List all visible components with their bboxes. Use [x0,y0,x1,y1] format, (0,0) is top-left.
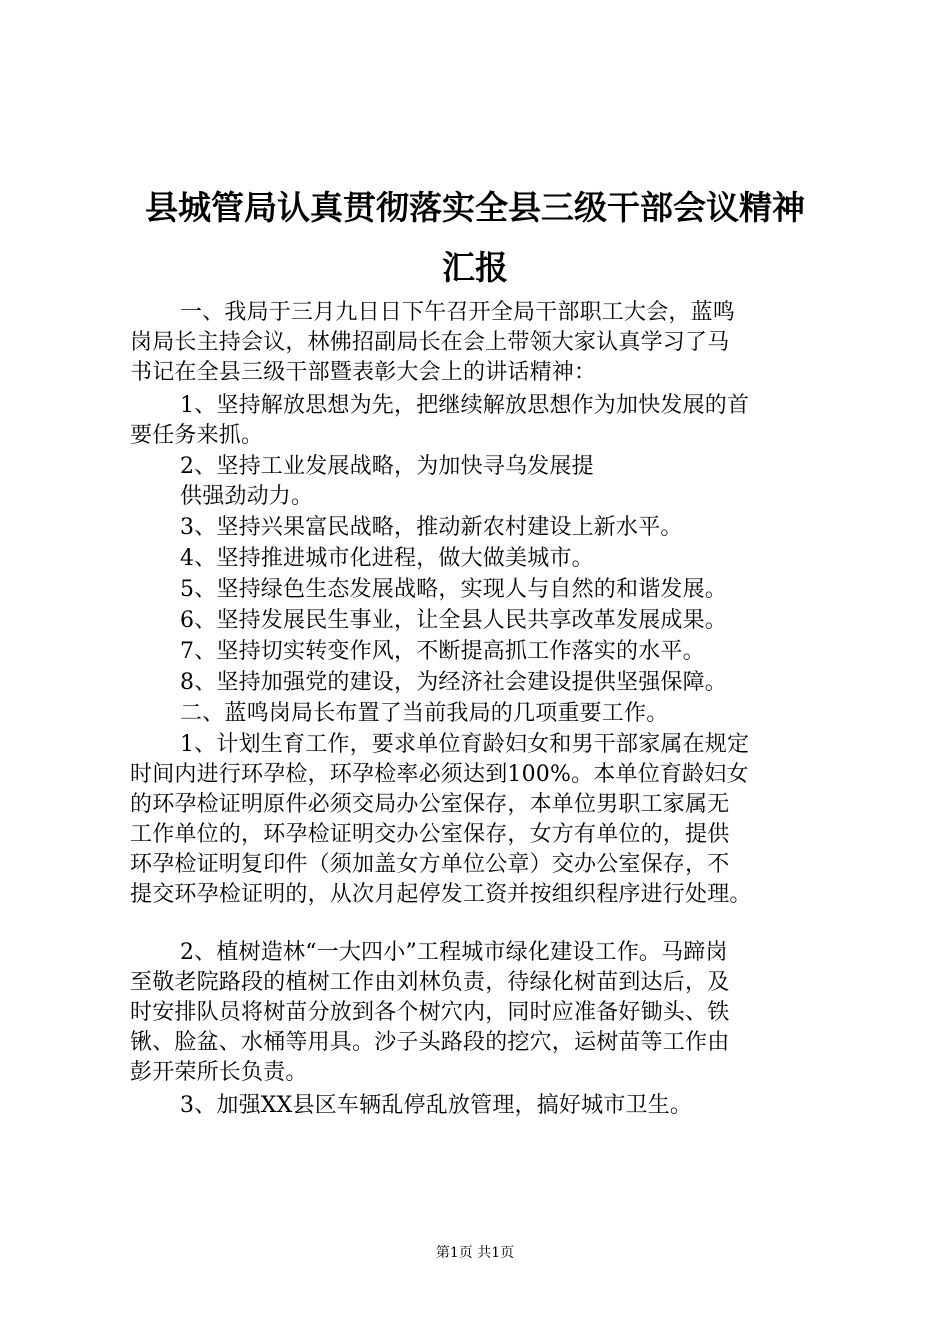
paragraph-line: 供强劲动力。 [180,484,314,509]
paragraph-line: 岗局长主持会议，林佛招副局长在会上带领大家认真学习了马 [130,330,730,355]
paragraph-line: 二、蓝鸣岗局长布置了当前我局的几项重要工作。 [180,701,669,726]
paragraph-line: 彭开荣所长负责。 [130,1060,308,1085]
page-footer: 第1页 共1页 [435,1245,515,1261]
paragraph-line: 1、坚持解放思想为先，把继续解放思想作为加快发展的首 [180,393,750,418]
paragraph-line: 一、我局于三月九日日下午召开全局干部职工大会，蓝鸣 [180,300,736,325]
paragraph-line: 锹、脸盆、水桶等用具。沙子头路段的挖穴，运树苗等工作由 [130,1030,730,1055]
paragraph-line: 环孕检证明复印件（须加盖女方单位公章）交办公室保存，不 [130,852,730,877]
paragraph-line: 提交环孕检证明的，从次月起停发工资并按组织程序进行处理。 [130,882,752,907]
document-title-line-2: 汇报 [442,248,508,287]
paragraph-line: 工作单位的，环孕检证明交办公室保存，女方有单位的，提供 [130,822,730,847]
paragraph-line: 至敬老院路段的植树工作由刘林负责，待绿化树苗到达后，及 [130,970,730,995]
paragraph-line: 2、坚持工业发展战略，为加快寻乌发展提 [180,454,594,479]
paragraph-line: 的环孕检证明原件必须交局办公室保存，本单位男职工家属无 [130,792,730,817]
paragraph-line: 要任务来抓。 [130,423,264,448]
paragraph-line: 7、坚持切实转变作风，不断提高抓工作落实的水平。 [180,639,705,664]
paragraph-line: 时安排队员将树苗分放到各个树穴内，同时应准备好锄头、铁 [130,1000,730,1025]
paragraph-line: 1、计划生育工作，要求单位育龄妇女和男干部家属在规定 [180,732,750,757]
paragraph-line: 书记在全县三级干部暨表彰大会上的讲话精神： [130,360,597,385]
document-title-line-1: 县城管局认真贯彻落实全县三级干部会议精神 [145,188,805,227]
paragraph-line: 8、坚持加强党的建设，为经济社会建设提供坚强保障。 [180,670,727,695]
paragraph-line: 6、坚持发展民生事业，让全县人民共享改革发展成果。 [180,608,727,633]
paragraph-line: 3、加强XX县区车辆乱停乱放管理，搞好城市卫生。 [180,1093,693,1118]
paragraph-line: 5、坚持绿色生态发展战略，实现人与自然的和谐发展。 [180,577,727,602]
paragraph-line: 时间内进行环孕检，环孕检率必须达到100%。本单位育龄妇女 [130,762,749,787]
paragraph-line: 2、植树造林“一大四小”工程城市绿化建设工作。马蹄岗 [180,940,728,965]
paragraph-line: 4、坚持推进城市化进程，做大做美城市。 [180,546,594,571]
paragraph-line: 3、坚持兴果富民战略，推动新农村建设上新水平。 [180,515,683,540]
